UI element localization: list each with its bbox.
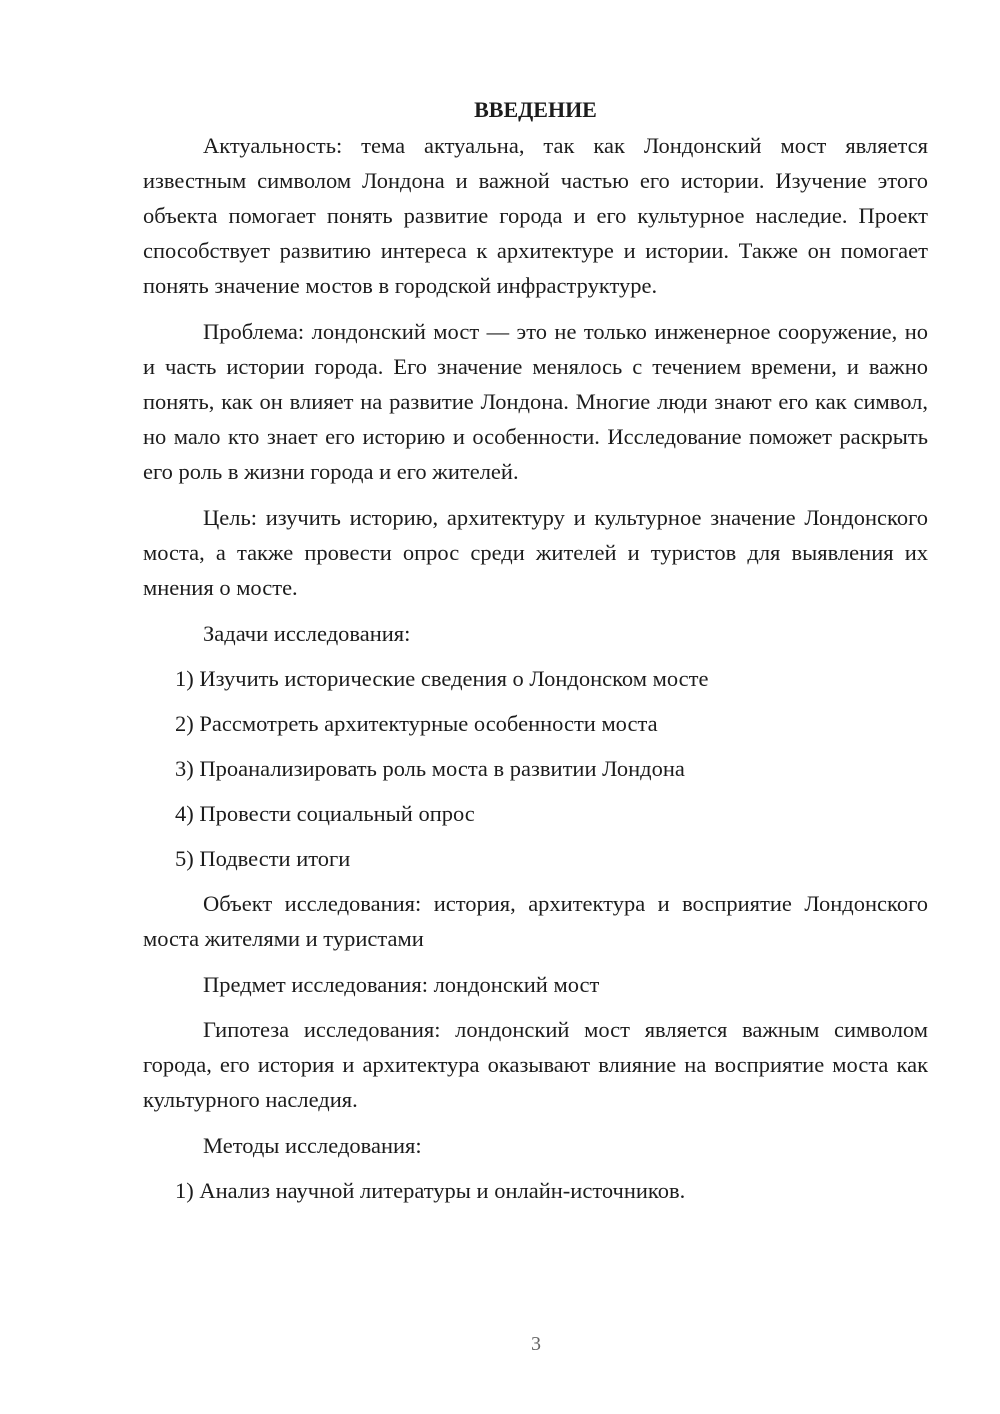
list-item: 4) Провести социальный опрос (175, 801, 475, 826)
document-page (143, 95, 928, 1218)
problem-paragraph: Проблема: лондонский мост — это не только инженерное сооружение, но и часть истории города. Его значение менялось с течением времени, и важно понять, как он влияет на развитие Лондона. Многие люди знают его как символ, но мало кто знает его историю и особенности. Исследование поможет раскрыть его роль в жизни города и его жителей. (143, 319, 928, 484)
list-item: 3) Проанализировать роль моста в развитии Лондона (175, 756, 685, 781)
methods-heading: Методы исследования: (203, 1133, 422, 1158)
list-item: 1) Изучить исторические сведения о Лондонском мосте (175, 666, 709, 691)
object-paragraph: Объект исследования: история, архитектура и восприятие Лондонского моста жителями и туристами (143, 891, 928, 951)
page-number: 3 (531, 1333, 541, 1355)
section-title: ВВЕДЕНИЕ (474, 97, 597, 122)
hypothesis-paragraph: Гипотеза исследования: лондонский мост является важным символом города, его история и архитектура оказывают влияние на восприятие моста как культурного наследия. (143, 1017, 928, 1112)
tasks-heading: Задачи исследования: (203, 621, 411, 646)
list-item: 1) Анализ научной литературы и онлайн-источников. (175, 1178, 686, 1203)
methods-list (143, 1173, 928, 1208)
tasks-list (143, 661, 928, 876)
relevance-paragraph: Актуальность: тема актуальна, так как Лондонский мост является известным символом Лондона и важной частью его истории. Изучение этого объекта помогает понять развитие города и его культурное наследие. Проект способствует развитию интереса к архитектуре и истории. Также он помогает понять значение мостов в городской инфраструктуре. (143, 133, 928, 298)
list-item: 5) Подвести итоги (175, 846, 351, 871)
list-item: 2) Рассмотреть архитектурные особенности моста (175, 711, 658, 736)
goal-paragraph: Цель: изучить историю, архитектуру и культурное значение Лондонского моста, а также провести опрос среди жителей и туристов для выявления их мнения о мосте. (143, 505, 928, 600)
subject-line: Предмет исследования: лондонский мост (203, 972, 600, 997)
